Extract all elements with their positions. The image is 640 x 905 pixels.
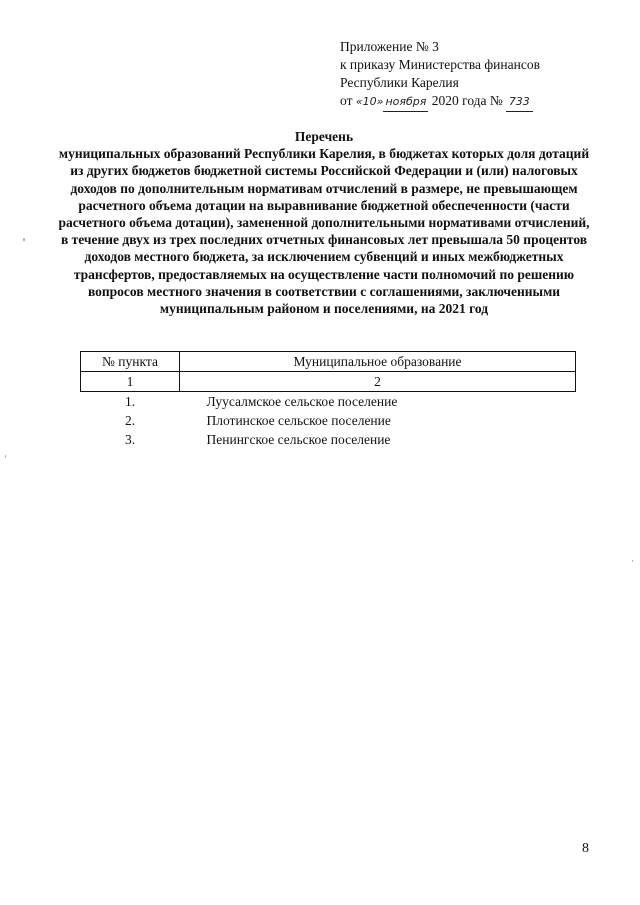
handwritten-month: ноября bbox=[383, 93, 428, 112]
handwritten-day: «10» bbox=[355, 95, 384, 108]
appendix-header bbox=[340, 38, 540, 112]
header-item-number: № пункта bbox=[81, 352, 180, 372]
municipalities-table bbox=[80, 351, 576, 449]
date-prefix: от bbox=[340, 93, 353, 108]
table-row bbox=[81, 392, 576, 412]
handwritten-order-number: 733 bbox=[506, 93, 533, 112]
document-title bbox=[58, 128, 590, 317]
scan-speck bbox=[5, 455, 6, 458]
row-municipality: Пенингское сельское поселение bbox=[206, 432, 391, 447]
row-municipality: Луусалмское сельское поселение bbox=[206, 394, 398, 409]
table-row bbox=[81, 430, 576, 449]
column-number-2: 2 bbox=[180, 372, 576, 392]
table-row bbox=[81, 411, 576, 430]
page-number: 8 bbox=[582, 841, 589, 856]
row-number: 1. bbox=[124, 394, 136, 409]
row-number: 3. bbox=[124, 432, 136, 447]
scan-speck bbox=[632, 560, 633, 562]
appendix-region: Республики Карелия bbox=[340, 75, 459, 90]
appendix-number: Приложение № 3 bbox=[340, 39, 439, 54]
date-year: 2020 года № bbox=[431, 93, 503, 108]
appendix-date-line bbox=[340, 92, 540, 112]
table-header-row bbox=[81, 352, 576, 372]
title-body: муниципальных образований Республики Карелия, в бюджетах которых доля дотаций из других бюджетов бюджетной системы Российской Федерации и (или) налоговых доходов по дополнительным нормативам отчислений в размере, не превышающем расчетного объема дотации на выравнивание бюджетной обеспеченности (части расчетного объема дотации), замененной дополнительными нормативами отчислений, в течение двух из трех последних отчетных финансовых лет превышала 50 процентов доходов местного бюджета, за исключением субвенций и иных межбюджетных трансфертов, предоставляемых на осуществление части полномочий по решению вопросов местного значения в соответствии с соглашениями, заключенными муниципальным районом и поселениями, на 2021 год bbox=[58, 146, 590, 317]
scan-speck bbox=[23, 238, 25, 241]
row-number: 2. bbox=[124, 413, 136, 428]
header-municipality: Муниципальное образование bbox=[180, 352, 576, 372]
column-number-1: 1 bbox=[81, 372, 180, 392]
appendix-order-ref: к приказу Министерства финансов bbox=[340, 57, 540, 72]
table-column-numbers-row bbox=[81, 372, 576, 392]
title-heading: Перечень bbox=[294, 129, 354, 144]
row-municipality: Плотинское сельское поселение bbox=[206, 413, 391, 428]
